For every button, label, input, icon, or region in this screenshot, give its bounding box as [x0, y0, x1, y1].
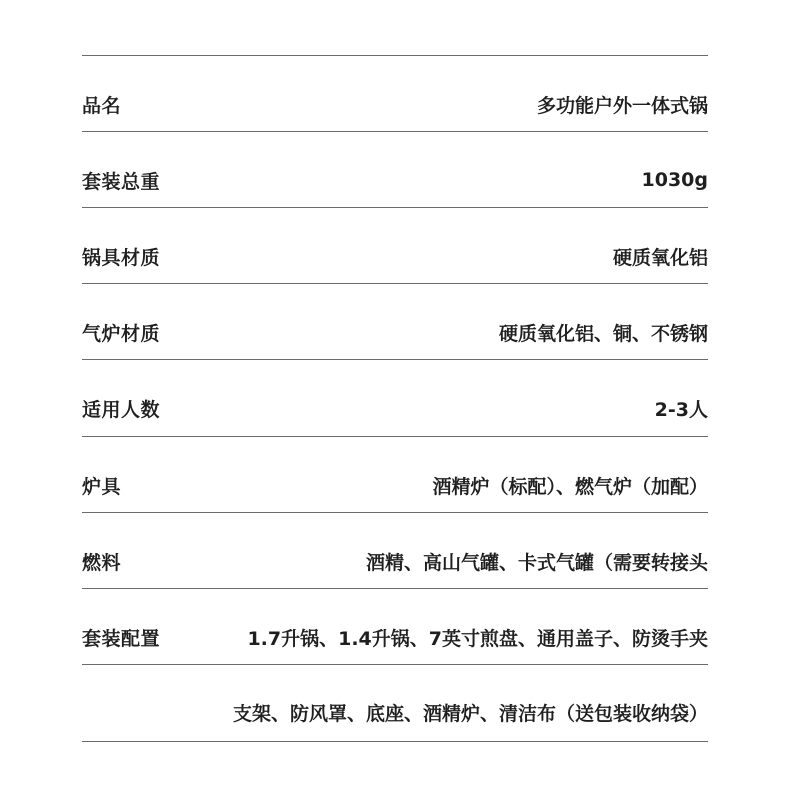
spec-label: 燃料: [82, 551, 122, 574]
spec-row-capacity: [82, 370, 708, 446]
divider: [82, 55, 708, 56]
spec-label: 套装总重: [82, 170, 161, 193]
spec-label: 套装配置: [82, 627, 161, 650]
spec-value: 硬质氧化铝: [612, 246, 708, 269]
divider: [82, 512, 708, 513]
spec-label: 品名: [82, 94, 122, 117]
spec-value: 酒精、高山气罐、卡式气罐（需要转接头: [365, 551, 708, 574]
spec-value: 硬质氧化铝、铜、不锈钢: [498, 322, 708, 345]
divider: [82, 283, 708, 284]
spec-value: 支架、防风罩、底座、酒精炉、清洁布（送包装收纳袋）: [232, 702, 708, 725]
spec-label: 锅具材质: [82, 246, 161, 269]
spec-value: 1030g: [641, 169, 708, 191]
divider: [82, 359, 708, 360]
divider: [82, 436, 708, 437]
divider: [82, 207, 708, 208]
spec-label: 炉具: [82, 475, 122, 498]
spec-row-contents-continued: [82, 674, 708, 750]
divider: [82, 664, 708, 665]
divider: [82, 741, 708, 742]
spec-value: 1.7升锅、1.4升锅、7英寸煎盘、通用盖子、防烫手夹: [247, 627, 708, 650]
spec-label: 气炉材质: [82, 322, 161, 345]
spec-value: 2-3人: [654, 398, 708, 421]
divider: [82, 131, 708, 132]
spec-value: 多功能户外一体式锅: [536, 94, 708, 117]
spec-label: 适用人数: [82, 398, 161, 421]
spec-value: 酒精炉（标配）、燃气炉（加配）: [432, 475, 708, 498]
divider: [82, 588, 708, 589]
